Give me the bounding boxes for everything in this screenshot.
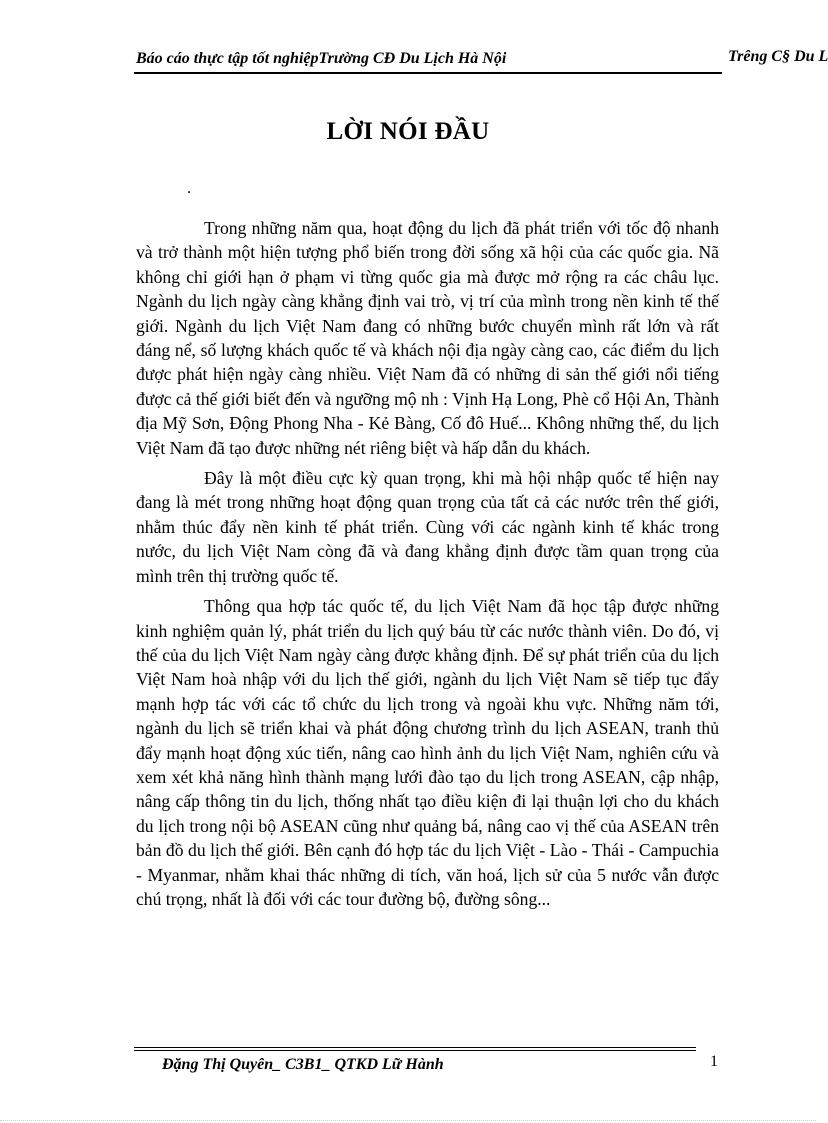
footer-rule-top (134, 1047, 696, 1048)
paragraph-2: Đây là một điều cực kỳ quan trọng, khi mà hội nhập quốc tế hiện nay đang là mét trong những hoạt động quan trọng của tất cả các nước trên thế giới, nhằm thúc đẩy nền kinh tế phát triển. Cùng với các ngành kinh tế khác trong nước, du lịch Việt Nam còng đã và đang khẳng định được tầm quan trọng của mình trên thị trường quốc tế. (136, 468, 719, 586)
document-body (136, 216, 719, 917)
footer-rule-bottom (134, 1050, 696, 1051)
header-rule (134, 72, 722, 74)
page-header (134, 48, 828, 72)
header-school-title: Báo cáo thực tập tốt nghiệpTrường CĐ Du Lịch Hà Nội (136, 50, 507, 67)
header-school-title-legacy: Trêng C§ Du L (728, 48, 828, 65)
paragraph-3: Thông qua hợp tác quốc tế, du lịch Việt Nam đã học tập được những kinh nghiệm quản lý, phát triển du lịch quý báu từ các nước thành viên. Do đó, vị thế của du lịch Việt Nam ngày càng được khẳng định. Để sự phát triển của du lịch Việt Nam hoà nhập với du lịch thế giới, ngành du lịch Việt Nam sẽ tiếp tục đẩy mạnh hợp tác với các tổ chức du lịch trong và ngoài khu vực. Những năm tới, ngành du lịch sẽ triển khai và phát động chương trình du lịch ASEAN, tranh thủ đẩy mạnh hoạt động xúc tiến, nâng cao hình ảnh du lịch Việt Nam, nghiên cứu và xem xét khả năng hình thành mạng lưới đào tạo du lịch trong ASEAN, cập nhập, nâng cấp thông tin du lịch, thống nhất tạo điều kiện đi lại thuận lợi cho du khách du lịch trong nội bộ ASEAN cũng như quảng bá, nâng cao vị thế của ASEAN trên bản đồ du lịch thế giới. Bên cạnh đó hợp tác du lịch Việt - Lào - Thái - Campuchia - Myanmar, nhằm khai thác những di tích, văn hoá, lịch sử của 5 nước vẫn được chú trọng, nhất là đối với các tour đường bộ, đường sông... (136, 596, 719, 909)
stray-dot: . (187, 180, 191, 197)
footer-author: Đặng Thị Quyên_ C3B1_ QTKD Lữ Hành (162, 1056, 444, 1073)
page-number: 1 (710, 1053, 718, 1070)
page-title: LỜI NÓI ĐẦU (326, 118, 490, 145)
page-edge-divider (0, 1120, 816, 1121)
paragraph-1: Trong những năm qua, hoạt động du lịch đã phát triển với tốc độ nhanh và trở thành một hiện tượng phổ biến trong đời sống xã hội của các quốc gia. Nã không chỉ giới hạn ở phạm vi từng quốc gia mà được mở rộng ra các châu lục. Ngành du lịch ngày càng khẳng định vai trò, vị trí của mình trong nền kinh tế thế giới. Ngành du lịch Việt Nam đang có những bước chuyển mình rất lớn và rất đáng nể, số lượng khách quốc tế và khách nội địa ngày càng cao, các điểm du lịch được phát hiện ngày càng nhiều. Việt Nam đã có những di sản thế giới nổi tiếng được cả thế giới biết đến và ngưỡng mộ nh : Vịnh Hạ Long, Phè cổ Hội An, Thành địa Mỹ Sơn, Động Phong Nha - Kẻ Bàng, Cố đô Huế... Không những thế, du lịch Việt Nam đã tạo được những nét riêng biệt và hấp dẫn du khách. (136, 218, 719, 458)
